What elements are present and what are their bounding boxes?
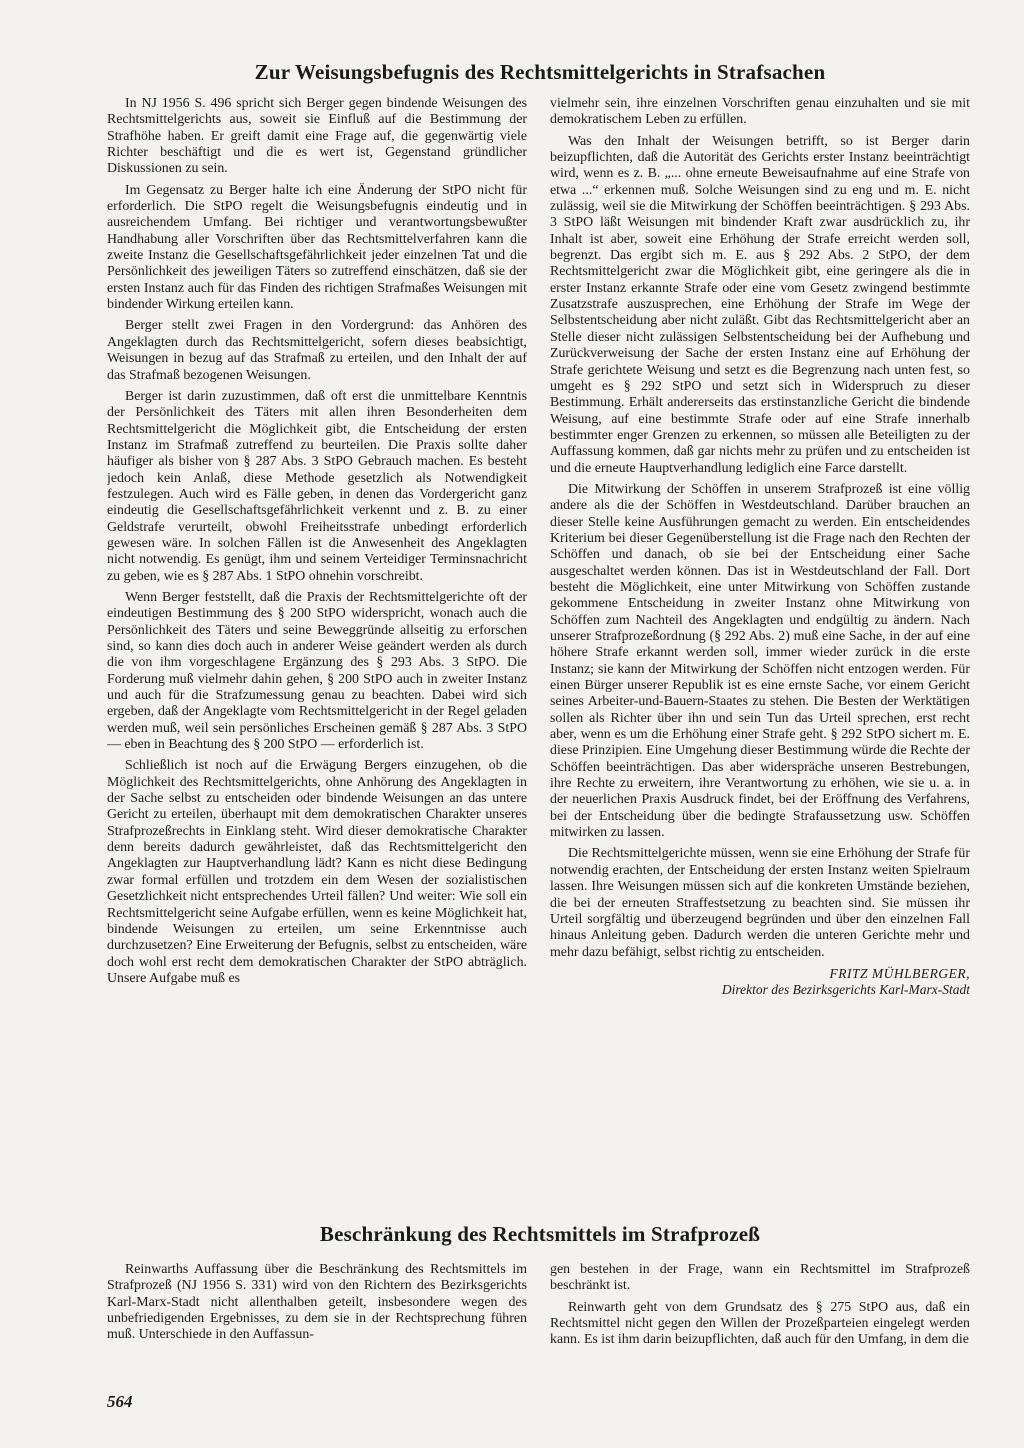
paragraph: Berger ist darin zuzustimmen, daß oft erst die unmittelbare Kenntnis der Persönlichkeit des Täters mit allen ihren Besonderheiten dem Rechtsmittelgericht die Möglichkeit gibt, die Entscheidung der ersten Instanz im Strafmaß zutreffend zu beurteilen. Die Praxis sollte daher häufiger als bisher von § 287 Abs. 3 StPO Gebrauch machen. Es besteht jedoch kein Anlaß, diese Methode gesetzlich als Notwendigkeit festzulegen. Auch wird es Fälle geben, in denen das Vordergericht ganz eindeutig die Gesellschaftsgefährlichkeit verkennt und z. B. zu einer Geldstrafe verurteilt, obwohl Freiheitsstrafe unbedingt erforderlich gewesen wäre. In solchen Fällen ist die Anwesenheit des Angeklagten nicht notwendig. Es genügt, ihm und seinem Verteidiger Terminsnachricht zu geben, wie es § 287 Abs. 1 StPO ohnehin vorschreibt. — [107, 388, 527, 584]
article-title: Zur Weisungsbefugnis des Rechtsmittelgerichts in Strafsachen — [254, 60, 826, 84]
paragraph-continued: vielmehr sein, ihre einzelnen Vorschriften genau einzuhalten und sie mit demokratischem Leben zu erfüllen. — [550, 96, 970, 128]
paragraph: Was den Inhalt der Weisungen betrifft, so ist Berger darin beizupflichten, daß die Autorität des Gerichts erster Instanz beeinträchtigt wird, wenn es z. B. „... ohne erneute Beweisaufnahme auf eine Strafe von etwa ...“ erkennen muß. Solche Weisungen sind zu eng und m. E. nicht zulässig, weil sie die Mitwirkung der Schöffen beeinträchtigen. § 293 Abs. 3 StPO läßt Weisungen mit bindender Kraft zwar ausdrücklich zu, ihr Inhalt ist aber, soweit eine Erhöhung der Strafe erreicht werden soll, begrenzt. Das ergibt sich m. E. aus § 292 Abs. 2 StPO, der dem Rechtsmittelgericht zwar die Möglichkeit gibt, eine geringere als die in erster Instanz erkannte Strafe oder eine vom Gesetz zwingend bestimmte Zusatzstrafe auszusprechen, eine Erhöhung der Strafe im Wege der Selbstentscheidung aber nicht zuläßt. Gibt das Rechtsmittelgericht aber an Stelle dieser nicht zulässigen Selbstentscheidung bei der Aufhebung und Zurückverweisung der Sache der ersten Instanz eine auf Erhöhung der Strafe gerichtete Weisung und setzt es die Begrenzung nach unten fest, so umgeht es § 292 StPO und setzt sich in Widerspruch zu dieser Bestimmung. Erhält andererseits das erstinstanzliche Gericht die bindende Weisung, auf eine bestimmte Strafe oder auf eine Strafe innerhalb bestimmter enger Grenzen zu erkennen, so müssen alle Beteiligten zu der Auffassung kommen, daß gar nichts mehr zu prüfen und zu entscheiden ist und die erneute Hauptverhandlung lediglich eine Farce darstellt. — [550, 133, 970, 476]
article-column-left — [107, 96, 527, 1200]
article-column-right — [550, 96, 970, 1200]
author-name: FRITZ MÜHLBERGER, — [829, 965, 970, 981]
paragraph: Wenn Berger feststellt, daß die Praxis der Rechtsmittelgerichte oft der eindeutigen Bestimmung des § 200 StPO widerspricht, wonach auch die Persönlichkeit des Täters und seine Beweggründe allseitig zu erforschen sind, so kann dies doch auch in anderer Weise geändert werden als durch die von ihm vorgeschlagene Ergänzung des § 293 Abs. 3 StPO. Die Forderung muß vielmehr dahin gehen, § 200 StPO auch in zweiter Instanz und auch für die Strafzumessung genau zu beachten. Dabei wird sich ergeben, daß der Angeklagte vom Rechtsmittelgericht in der Regel geladen werden muß, weil sein persönliches Erscheinen gemäß § 287 Abs. 3 StPO — eben in Beachtung des § 200 StPO — erforderlich ist. — [107, 589, 527, 753]
paragraph: Schließlich ist noch auf die Erwägung Bergers einzugehen, ob die Möglichkeit des Rechtsmittelgerichts, ohne Anhörung des Angeklagten in der Sache selbst zu entscheiden oder bindende Weisungen an das untere Gericht zu erteilen, überhaupt mit dem demokratischen Charakter unseres Strafprozeßrechts in Einklang steht. Wird dieser demokratische Charakter denn bereits dadurch gewährleistet, daß das Rechtsmittelgericht den Angeklagten zur Hauptverhandlung lädt? Kann es nicht diese Bedingung zwar formal erfüllen und trotzdem ein dem Wesen der sozialistischen Gesetzlichkeit nicht entsprechendes Urteil fällen? Und weiter: Wie soll ein Rechtsmittelgericht seine Aufgabe erfüllen, wenn es keine Möglichkeit hat, bindende Weisungen zu erteilen, um seine Erkenntnisse auch durchzusetzen? Eine Erweiterung der Befugnis, selbst zu entscheiden, wäre doch wohl erst recht dem demokratischen Charakter der StPO abträglich. Unsere Aufgabe muß es — [107, 758, 527, 986]
article-column-left — [107, 1262, 527, 1392]
paragraph-continued: gen bestehen in der Frage, wann ein Rechtsmittel im Strafprozeß beschränkt ist. — [550, 1262, 970, 1294]
paragraph: Berger stellt zwei Fragen in den Vordergrund: das Anhören des Angeklagten durch das Rechtsmittelgericht, sofern dieses beabsichtigt, Weisungen in bezug auf das Strafmaß zu erteilen, und den Inhalt der auf das Strafmaß bezogenen Weisungen. — [107, 318, 527, 383]
author-signature — [550, 966, 970, 998]
paragraph: Die Rechtsmittelgerichte müssen, wenn sie eine Erhöhung der Strafe für notwendig erachten, der Entscheidung der ersten Instanz weiten Spielraum lassen. Ihre Weisungen müssen sich auf die konkreten Umstände beziehen, die bei der erneuten Straffestsetzung zu beachten sind. Sie müssen ihr Urteil sorgfältig und überzeugend begründen und über den einzelnen Fall hinaus Anleitung geben. Dadurch werden die unteren Gerichte mehr und mehr dazu befähigt, selbst richtig zu entscheiden. — [550, 846, 970, 960]
paragraph: Reinwarths Auffassung über die Beschränkung des Rechtsmittels im Strafprozeß (NJ 1956 S. 331) wird von den Richtern des Bezirksgerichts Karl-Marx-Stadt nicht allenthalben geteilt, insbesondere wegen des unbefriedigenden Ergebnisses, zu dem sie in der Rechtsprechung führen muß. Unterschiede in den Auffassun- — [107, 1262, 527, 1343]
paragraph: In NJ 1956 S. 496 spricht sich Berger gegen bindende Weisungen des Rechtsmittelgerichts aus, soweit sie Einfluß auf die Bestimmung der Strafhöhe haben. Er greift damit eine Frage auf, die gegenwärtig viele Richter beschäftigt und die es wert ist, Gegenstand gründlicher Diskussionen zu sein. — [107, 96, 527, 177]
article-column-right — [550, 1262, 970, 1392]
article-title: Beschränkung des Rechtsmittels im Strafprozeß — [319, 1222, 761, 1246]
author-role: Direktor des Bezirksgerichts Karl-Marx-Stadt — [721, 981, 970, 997]
paragraph: Die Mitwirkung der Schöffen in unserem Strafprozeß ist eine völlig andere als die der Schöffen in Westdeutschland. Darüber brauchen an dieser Stelle keine Ausführungen gemacht zu werden. Ein entscheidendes Kriterium bei dieser Gegenüberstellung ist die Frage nach den Rechten der Schöffen und danach, ob sie bei der Entscheidung einer Sache ausgeschaltet werden können. Das ist in Westdeutschland der Fall. Dort besteht die Möglichkeit, eine unter Mitwirkung von Schöffen zustande gekommene Entscheidung in zweiter Instanz ohne Mitwirkung von Schöffen zum Nachteil des Angeklagten und endgültig zu ändern. Nach unserer Strafprozeßordnung (§ 292 Abs. 2) muß eine Sache, in der auf eine höhere Strafe erkannt werden soll, immer wieder zurück in die erste Instanz; sie kann der Mitwirkung der Schöffen nicht entzogen werden. Für einen Bürger unserer Republik ist es eine ernste Sache, vor einem Gericht seines Arbeiter-und-Bauern-Staates zu stehen. Die Besten der Werktätigen sollen als Richter über ihn und sein Tun das Urteil sprechen, erst recht aber, wenn es um die Erhöhung einer Strafe geht. § 292 StPO sichert m. E. diese Prinzipien. Eine Umgehung dieser Bestimmung würde die Rechte der Schöffen beeinträchtigen. Das aber widerspräche unseren Bestrebungen, ihre Rechte zu erweitern, ihre Verantwortung zu erhöhen, wie sie u. a. in der neuerlichen Praxis Ausdruck findet, bei der Eröffnung des Verfahrens, bei der Entscheidung über die bedingte Strafaussetzung usw. Schöffen mitwirken zu lassen. — [550, 481, 970, 841]
paragraph: Im Gegensatz zu Berger halte ich eine Änderung der StPO nicht für erforderlich. Die StPO regelt die Weisungsbefugnis eindeutig und in ausreichendem Umfang. Bei richtiger und verantwortungsbewußter Handhabung aller Vorschriften über das Rechtsmittelverfahren kann die zweite Instanz die Gesellschaftsgefährlichkeit jeder einzelnen Tat und die Persönlichkeit des jeweiligen Täters so zutreffend einschätzen, daß sie der ersten Instanz auch für das Finden des richtigen Strafmaßes Weisungen mit bindender Wirkung erteilen kann. — [107, 182, 527, 313]
paragraph: Reinwarth geht von dem Grundsatz des § 275 StPO aus, daß ein Rechtsmittel nicht gegen den Willen der Prozeßparteien eingelegt werden kann. Es ist ihm darin beizupflichten, daß auch für den Umfang, in dem die — [550, 1299, 970, 1348]
page-number: 564 — [107, 1392, 133, 1411]
